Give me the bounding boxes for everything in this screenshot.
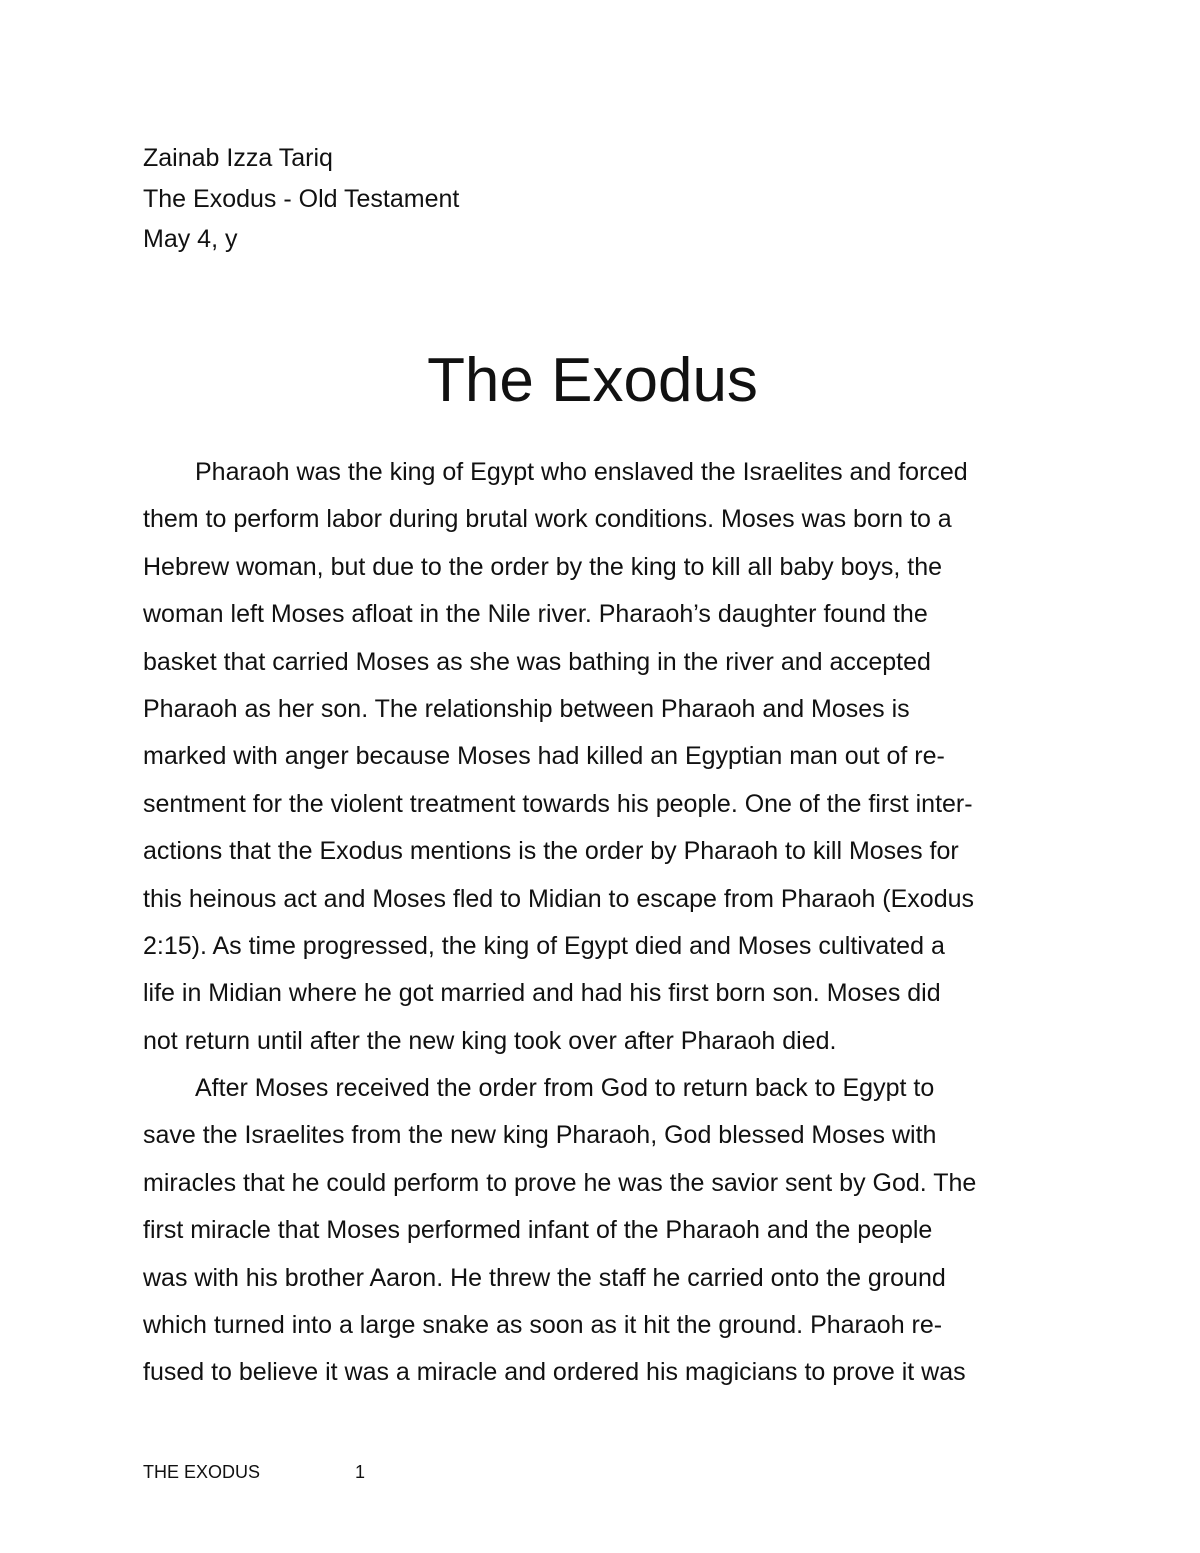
paragraph-line: actions that the Exodus mentions is the order by Pharaoh to kill Moses for: [143, 837, 959, 866]
paragraph-line: sentment for the violent treatment towards his people. One of the first inter-: [143, 789, 973, 818]
paragraph-line: miracles that he could perform to prove he was the savior sent by God. The: [143, 1168, 977, 1197]
paragraph-line: save the Israelites from the new king Pharaoh, God blessed Moses with: [143, 1121, 937, 1150]
author-name: Zainab Izza Tariq: [143, 144, 333, 172]
paragraph-line: marked with anger because Moses had killed an Egyptian man out of re-: [143, 742, 945, 771]
paragraph-line: not return until after the new king took over after Pharaoh died.: [143, 1026, 837, 1055]
paragraph-line: 2:15). As time progressed, the king of Egypt died and Moses cultivated a: [143, 931, 945, 960]
paragraph-line: Hebrew woman, but due to the order by the king to kill all baby boys, the: [143, 552, 943, 581]
paragraph-line: woman left Moses afloat in the Nile river. Pharaoh’s daughter found the: [143, 600, 928, 629]
paragraph-line: was with his brother Aaron. He threw the staff he carried onto the ground: [143, 1263, 946, 1292]
paragraph-line: first miracle that Moses performed infant of the Pharaoh and the people: [143, 1216, 933, 1245]
document-body: [143, 449, 1063, 1397]
paragraph-line: which turned into a large snake as soon as it hit the ground. Pharaoh re-: [143, 1311, 943, 1340]
paragraph-line: life in Midian where he got married and had his first born son. Moses did: [143, 979, 941, 1008]
document-date: May 4, y: [143, 225, 238, 253]
paragraph-line: Pharaoh as her son. The relationship between Pharaoh and Moses is: [143, 694, 910, 723]
paragraph-line: them to perform labor during brutal work conditions. Moses was born to a: [143, 505, 952, 534]
paragraph-2: [143, 1065, 1063, 1397]
paragraph-line: After Moses received the order from God to return back to Egypt to: [195, 1074, 935, 1103]
paragraph-line: Pharaoh was the king of Egypt who enslaved the Israelites and forced: [195, 458, 968, 486]
paragraph-1: [143, 449, 1063, 1065]
document-header: [143, 138, 459, 260]
paragraph-line: this heinous act and Moses fled to Midian to escape from Pharaoh (Exodus: [143, 884, 975, 913]
document-title: The Exodus: [427, 346, 758, 415]
paragraph-line: fused to believe it was a miracle and ordered his magicians to prove it was: [143, 1358, 966, 1387]
paragraph-line: basket that carried Moses as she was bathing in the river and accepted: [143, 647, 931, 676]
page-number: 1: [355, 1462, 366, 1482]
running-head: THE EXODUS: [143, 1462, 261, 1482]
course-name: The Exodus - Old Testament: [143, 184, 460, 213]
